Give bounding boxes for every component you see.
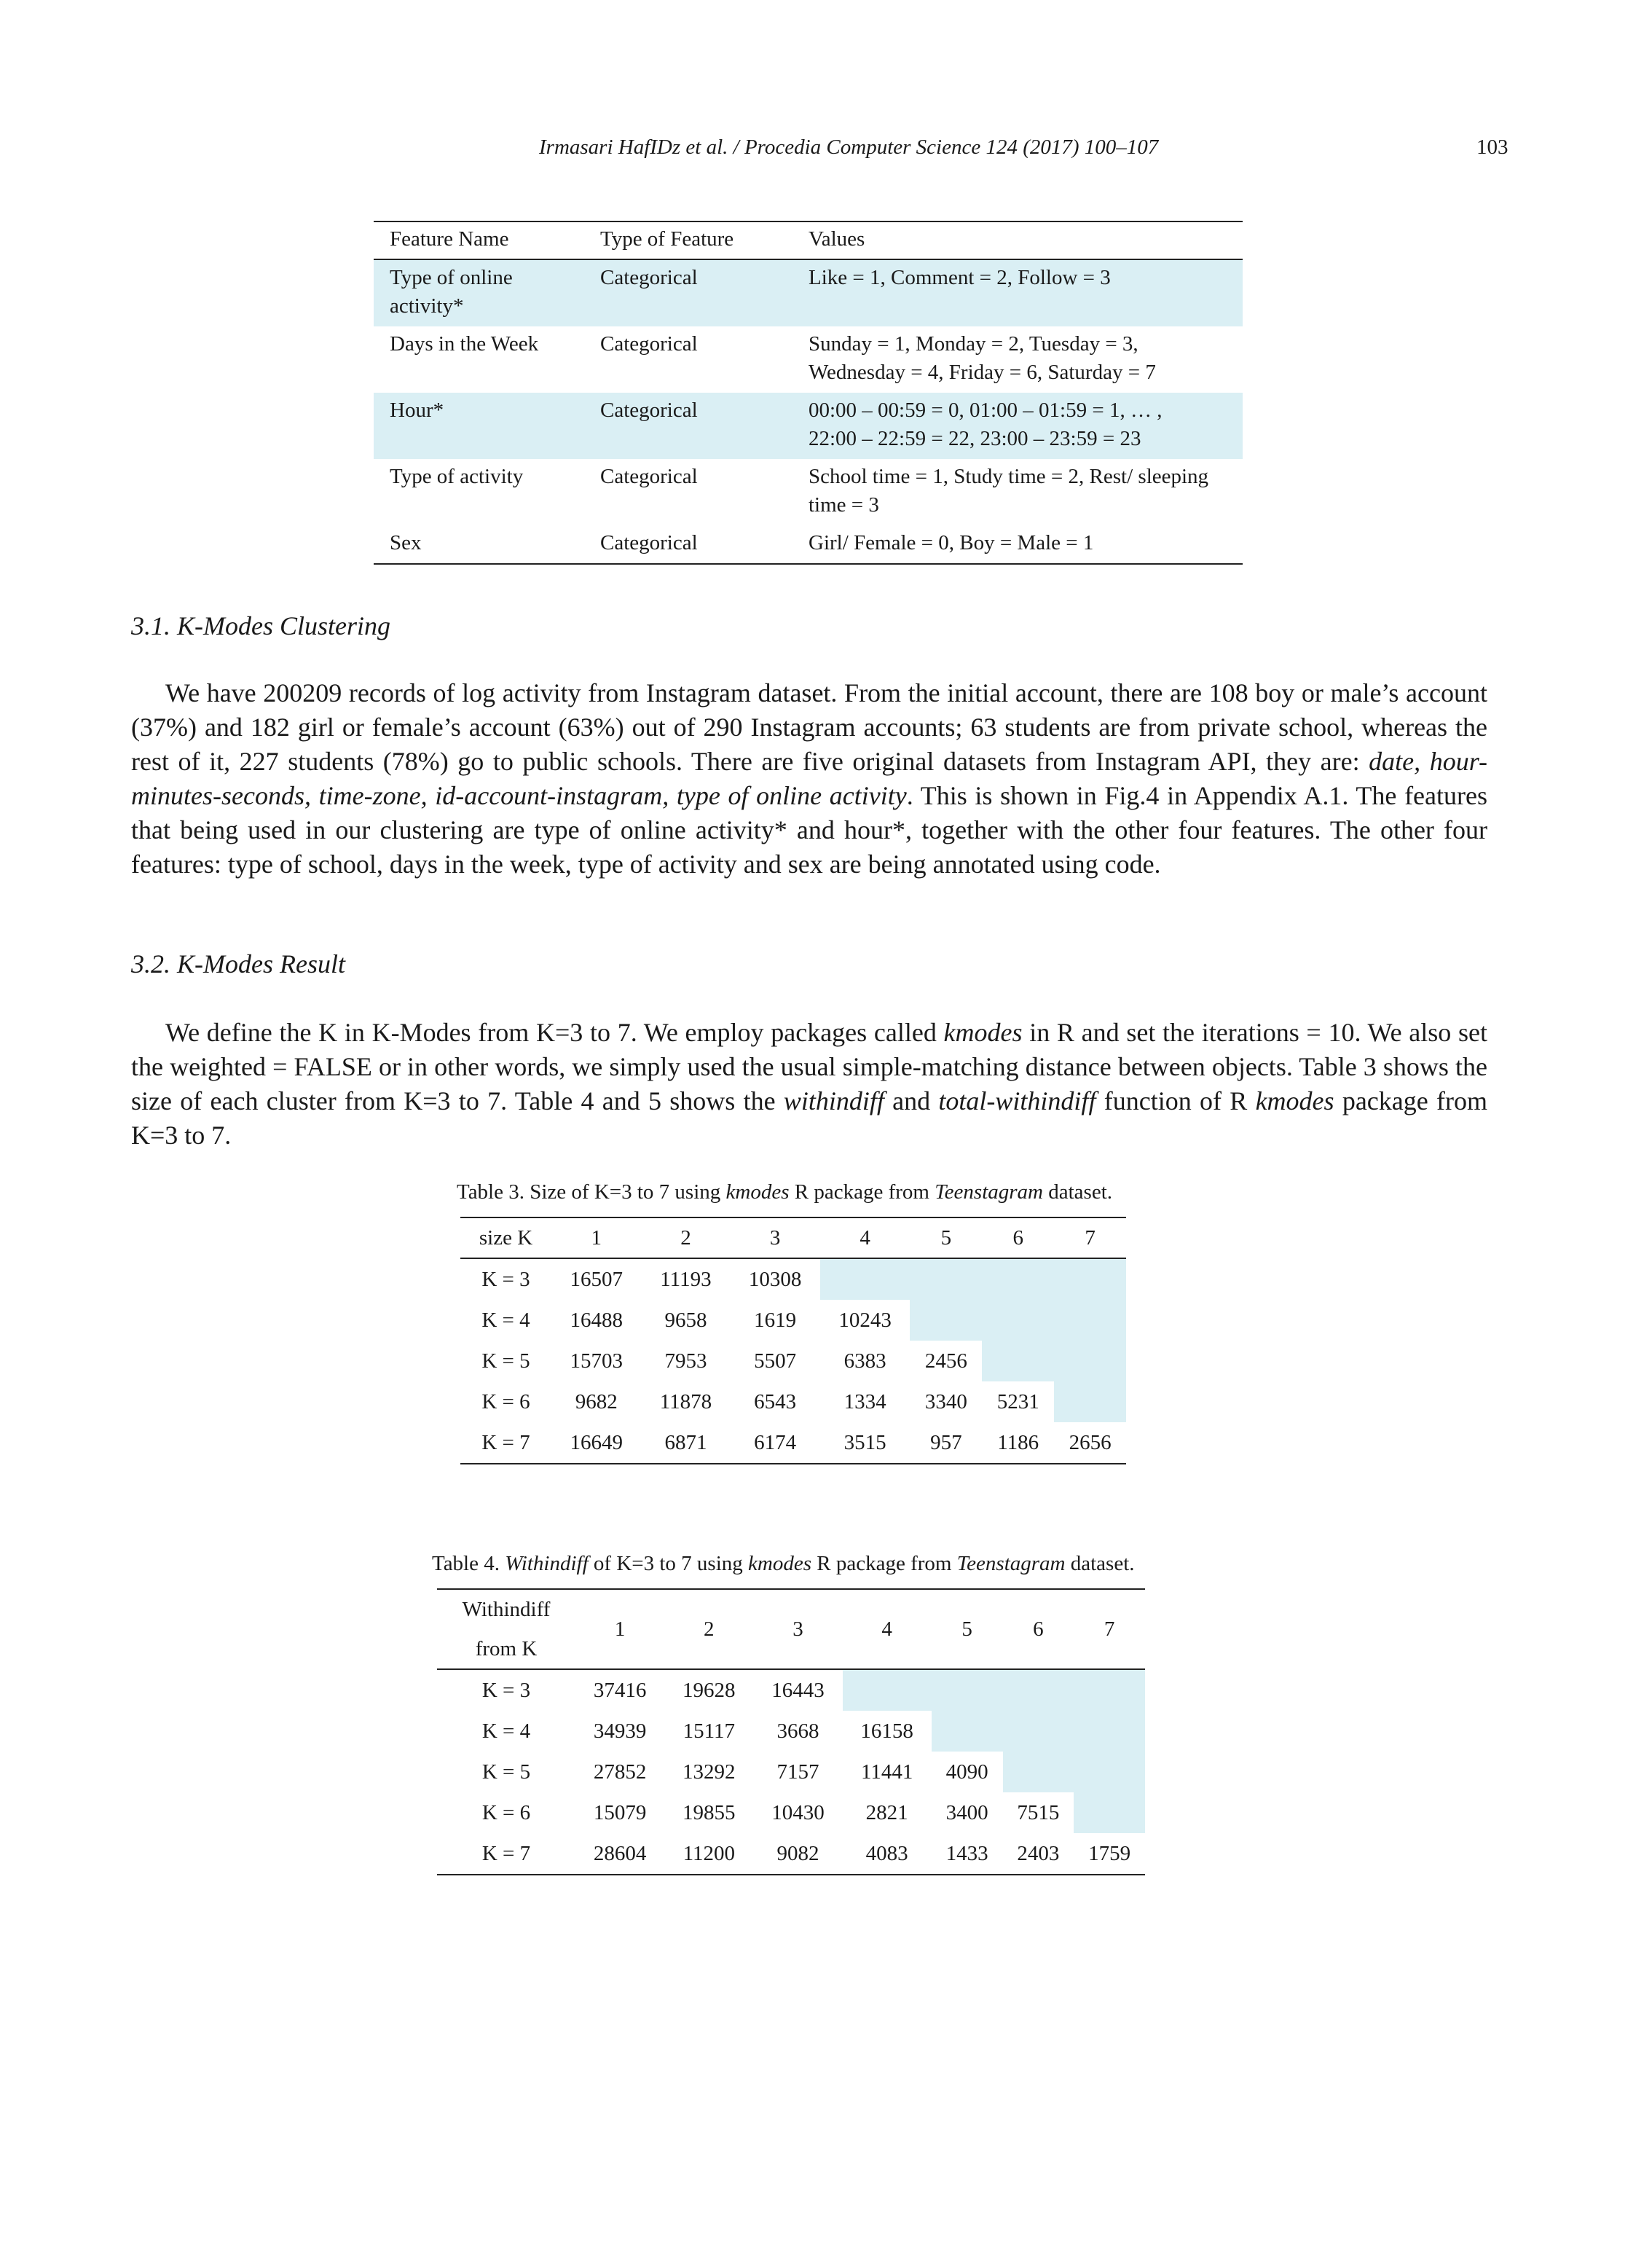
table-cell: 19855 <box>683 1800 736 1824</box>
feature-row <box>374 459 1243 525</box>
column-header: 3 <box>753 1589 842 1669</box>
feature-values-line: Like = 1, Comment = 2, Follow = 3 <box>809 266 1111 289</box>
table-cell: 16158 <box>860 1719 913 1743</box>
feature-values <box>792 459 1243 525</box>
feature-values-line: Sunday = 1, Monday = 2, Tuesday = 3, <box>809 332 1138 356</box>
column-header: 4 <box>820 1217 910 1258</box>
feature-name: Type of activity <box>390 465 524 488</box>
table-cell: 11441 <box>860 1760 913 1784</box>
table-header-row <box>460 1217 1126 1258</box>
paragraph-italic: withindiff <box>783 1086 884 1115</box>
empty-cell <box>1054 1381 1126 1422</box>
row-label: K = 5 <box>481 1349 530 1373</box>
column-header: 1 <box>575 1589 664 1669</box>
table-cell: 9082 <box>776 1841 819 1865</box>
table-cell: 10430 <box>771 1800 825 1824</box>
empty-cell <box>910 1258 982 1300</box>
feature-type: Categorical <box>600 332 698 356</box>
table-cell: 13292 <box>683 1760 736 1784</box>
table-4-caption <box>432 1552 1135 1576</box>
table-cell: 2656 <box>1069 1430 1112 1454</box>
table-row <box>437 1833 1145 1875</box>
feature-table <box>374 221 1243 565</box>
feature-values-header: Values <box>792 221 1243 259</box>
table-cell: 16443 <box>771 1678 825 1702</box>
feature-row <box>374 393 1243 459</box>
table-corner-label <box>437 1589 575 1669</box>
row-label: K = 6 <box>481 1389 530 1413</box>
empty-cell <box>982 1258 1054 1300</box>
table-cell: 37416 <box>593 1678 647 1702</box>
paragraph-text: and <box>884 1086 939 1115</box>
table-cell: 11200 <box>683 1841 735 1865</box>
table-cell: 4083 <box>865 1841 908 1865</box>
table-cell: 6871 <box>664 1430 707 1454</box>
table-3-caption <box>457 1180 1112 1204</box>
column-header: 3 <box>730 1217 820 1258</box>
row-label: K = 7 <box>481 1430 530 1454</box>
feature-name: Sex <box>390 531 422 554</box>
table-body <box>437 1669 1145 1875</box>
section-heading-3-1: 3.1. K-Modes Clustering <box>131 611 390 640</box>
corner-line: Withindiff <box>462 1598 551 1621</box>
caption-italic: kmodes <box>725 1180 790 1204</box>
table-body <box>460 1258 1126 1464</box>
table-cell: 9682 <box>575 1389 618 1413</box>
paragraph-text: We have 200209 records of log activity from Instagram dataset. From the initial account, there are 108 boy or male’s account (37%) and 182 girl or female’s account (63%) out of 290 Instagram accounts; 63 students are from private school, whereas the rest of it, 227 students (78%) go to public schools. There are five original datasets from Instagram API, they are: <box>131 678 1487 776</box>
feature-values-line: Girl/ Female = 0, Boy = Male = 1 <box>809 531 1094 554</box>
column-header: 5 <box>932 1589 1003 1669</box>
table-row <box>437 1669 1145 1711</box>
row-label: K = 4 <box>481 1308 530 1332</box>
column-header: 7 <box>1054 1217 1126 1258</box>
paragraph-3-1 <box>131 676 1487 882</box>
feature-values <box>792 259 1243 326</box>
table-cell: 7157 <box>776 1760 819 1784</box>
empty-cell <box>982 1300 1054 1341</box>
caption-text: R package from <box>789 1180 935 1204</box>
feature-type: Categorical <box>600 465 698 488</box>
caption-text: Table 4. <box>432 1552 506 1575</box>
table-cell: 7515 <box>1017 1800 1060 1824</box>
feature-type: Categorical <box>584 393 792 459</box>
paragraph-text: function of R <box>1096 1086 1256 1115</box>
table-row <box>460 1381 1126 1422</box>
feature-values <box>792 393 1243 459</box>
row-label: K = 4 <box>481 1719 531 1743</box>
table-cell: 15079 <box>593 1800 647 1824</box>
empty-cell <box>1003 1711 1074 1752</box>
empty-cell <box>1074 1711 1145 1752</box>
table-header-row <box>437 1589 1145 1669</box>
row-label: K = 6 <box>481 1800 531 1824</box>
table-cell: 3340 <box>924 1389 967 1413</box>
running-head: Irmasari HafIDz et al. / Procedia Computer Science 124 (2017) 100–107 <box>539 136 1159 159</box>
table-cell: 957 <box>930 1430 962 1454</box>
row-label: K = 5 <box>481 1760 531 1784</box>
caption-italic: kmodes <box>748 1552 811 1575</box>
feature-row <box>374 525 1243 564</box>
table-cell: 19628 <box>683 1678 736 1702</box>
column-header: 5 <box>910 1217 982 1258</box>
feature-values-line: 22:00 – 22:59 = 22, 23:00 – 23:59 = 23 <box>809 427 1141 450</box>
empty-cell <box>1054 1341 1126 1381</box>
table-cell: 1334 <box>843 1389 886 1413</box>
empty-cell <box>932 1669 1003 1711</box>
row-label: K = 3 <box>481 1267 530 1291</box>
empty-cell <box>982 1341 1054 1381</box>
paragraph-text: We define the K in K-Modes from K=3 to 7. We employ packages called <box>165 1018 944 1047</box>
caption-text: dataset. <box>1043 1180 1113 1204</box>
table-cell: 6174 <box>754 1430 797 1454</box>
caption-text: R package from <box>811 1552 957 1575</box>
feature-values <box>792 326 1243 393</box>
table-cell: 1759 <box>1088 1841 1131 1865</box>
caption-italic: Teenstagram <box>956 1552 1066 1575</box>
paragraph-text: package from K=3 to 7. <box>131 1086 1487 1150</box>
column-header: 2 <box>642 1217 731 1258</box>
table-cell: 5507 <box>754 1349 797 1373</box>
table-row <box>460 1341 1126 1381</box>
feature-row <box>374 259 1243 326</box>
feature-name-header: Feature Name <box>374 221 584 259</box>
table-cell: 15703 <box>570 1349 624 1373</box>
feature-name: Hour* <box>374 393 584 459</box>
section-heading-3-2: 3.2. K-Modes Result <box>131 949 345 979</box>
corner-line: from K <box>475 1637 538 1660</box>
paragraph-italic: kmodes <box>1255 1086 1334 1115</box>
table-cell: 16649 <box>570 1430 624 1454</box>
table-corner-label: size K <box>460 1217 551 1258</box>
table-row <box>460 1422 1126 1464</box>
feature-values-line: School time = 1, Study time = 2, Rest/ sleeping <box>809 465 1209 488</box>
table-cell: 6383 <box>843 1349 886 1373</box>
caption-italic: Withindiff <box>505 1552 589 1575</box>
feature-table-header-row <box>374 221 1243 259</box>
table-cell: 15117 <box>683 1719 735 1743</box>
table-cell: 11193 <box>660 1267 712 1291</box>
empty-cell <box>932 1711 1003 1752</box>
table-cell: 2821 <box>865 1800 908 1824</box>
empty-cell <box>1003 1669 1074 1711</box>
empty-cell <box>1054 1258 1126 1300</box>
table-row <box>460 1300 1126 1341</box>
table-cell: 16488 <box>570 1308 624 1332</box>
feature-type-header: Type of Feature <box>584 221 792 259</box>
paragraph-3-2 <box>131 1016 1487 1153</box>
table-cell: 2403 <box>1017 1841 1060 1865</box>
table-cell: 16507 <box>570 1267 624 1291</box>
table-row <box>437 1792 1145 1833</box>
feature-name: Type of online activity* <box>374 259 584 326</box>
table-cell: 9658 <box>664 1308 707 1332</box>
empty-cell <box>820 1258 910 1300</box>
caption-text: dataset. <box>1065 1552 1135 1575</box>
table-row <box>460 1258 1126 1300</box>
feature-values-line: 00:00 – 00:59 = 0, 01:00 – 01:59 = 1, … , <box>809 399 1163 422</box>
table-cell: 10308 <box>748 1267 802 1291</box>
table-row <box>437 1711 1145 1752</box>
table-3 <box>460 1217 1126 1464</box>
feature-type: Categorical <box>600 531 698 554</box>
column-header: 4 <box>843 1589 932 1669</box>
empty-cell <box>843 1669 932 1711</box>
column-header: 6 <box>1003 1589 1074 1669</box>
feature-values <box>792 525 1243 564</box>
table-cell: 11878 <box>659 1389 712 1413</box>
feature-values-line: Wednesday = 4, Friday = 6, Saturday = 7 <box>809 361 1156 384</box>
column-header: 1 <box>551 1217 642 1258</box>
page-number: 103 <box>1476 136 1509 159</box>
paragraph-text: in R and set the iterations = 10. We also set the weighted = FALSE or in other words, we simply used the usual simple-matching distance between objects. Table 3 shows the size of each cluster from K=3 to 7. Table 4 and 5 shows the <box>131 1018 1487 1115</box>
caption-text: of K=3 to 7 using <box>588 1552 749 1575</box>
table-cell: 4090 <box>945 1760 988 1784</box>
table-row <box>437 1752 1145 1792</box>
row-label: K = 3 <box>481 1678 531 1702</box>
empty-cell <box>1054 1300 1126 1341</box>
table-cell: 3515 <box>843 1430 886 1454</box>
paragraph-text: . This is shown in Fig.4 in Appendix A.1. The features that being used in our clustering are type of online activity* and hour*, together with the other four features. The other four features: type of school, days in the week, type of activity and sex are being annotated using code. <box>131 781 1487 879</box>
feature-type: Categorical <box>584 259 792 326</box>
column-header: 2 <box>664 1589 753 1669</box>
paragraph-italic: kmodes <box>943 1018 1023 1047</box>
feature-row <box>374 326 1243 393</box>
paragraph-italic: total-withindiff <box>938 1086 1096 1115</box>
table-cell: 5231 <box>996 1389 1039 1413</box>
row-label: K = 7 <box>481 1841 531 1865</box>
table-cell: 34939 <box>593 1719 647 1743</box>
column-header: 6 <box>982 1217 1054 1258</box>
caption-text: Table 3. Size of K=3 to 7 using <box>457 1180 726 1204</box>
table-cell: 6543 <box>754 1389 797 1413</box>
caption-italic: Teenstagram <box>935 1180 1043 1204</box>
empty-cell <box>1003 1752 1074 1792</box>
empty-cell <box>910 1300 982 1341</box>
empty-cell <box>1074 1752 1145 1792</box>
table-cell: 1619 <box>754 1308 797 1332</box>
table-cell: 2456 <box>924 1349 967 1373</box>
table-cell: 3668 <box>776 1719 819 1743</box>
table-cell: 1186 <box>997 1430 1039 1454</box>
table-cell: 27852 <box>593 1760 647 1784</box>
empty-cell <box>1074 1669 1145 1711</box>
table-cell: 1433 <box>945 1841 988 1865</box>
feature-name: Days in the Week <box>390 332 539 356</box>
table-cell: 28604 <box>593 1841 647 1865</box>
column-header: 7 <box>1074 1589 1145 1669</box>
table-cell: 10243 <box>838 1308 892 1332</box>
table-cell: 3400 <box>945 1800 988 1824</box>
empty-cell <box>1074 1792 1145 1833</box>
table-cell: 7953 <box>664 1349 707 1373</box>
table-4 <box>437 1588 1145 1875</box>
paragraph-italic: date, hour-minutes-seconds, time-zone, id-account-instagram, type of online activity <box>131 747 1487 810</box>
feature-values-line: time = 3 <box>809 493 879 517</box>
